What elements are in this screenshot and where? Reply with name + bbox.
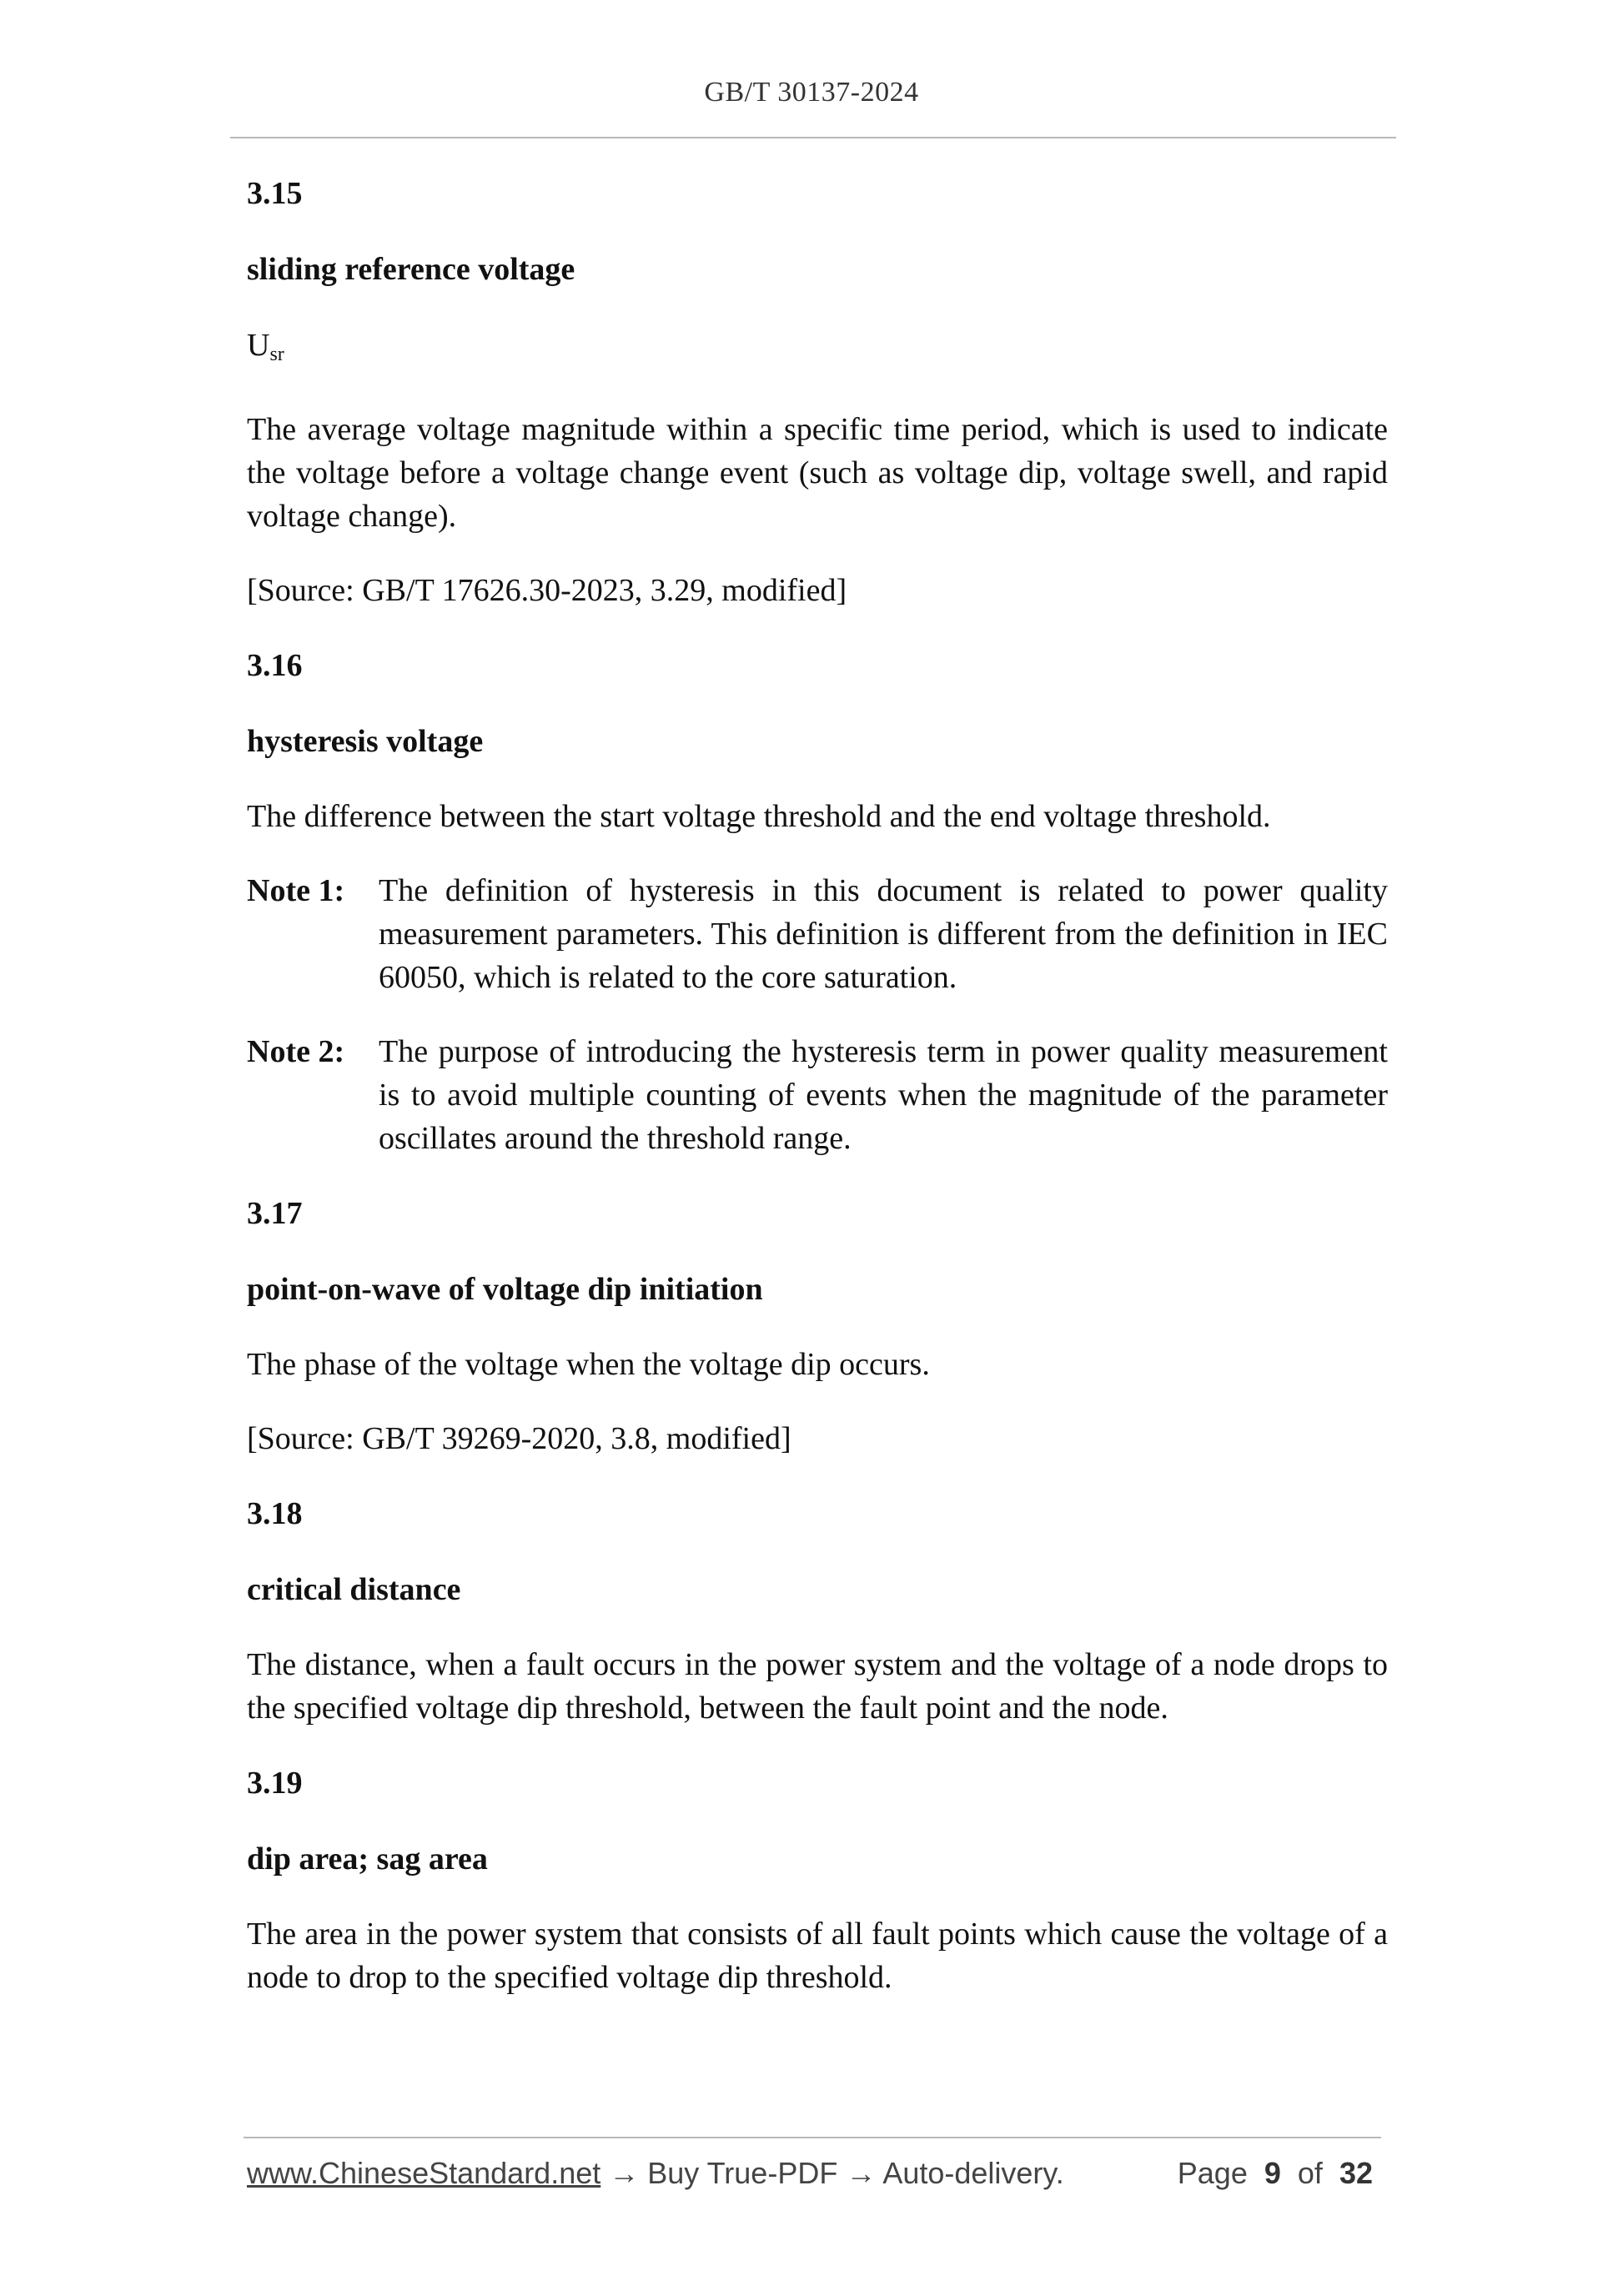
document-header: GB/T 30137-2024: [704, 77, 919, 108]
note-1: [247, 869, 1388, 999]
page-word: Page: [1177, 2156, 1248, 2190]
symbol-subscript: sr: [269, 344, 284, 365]
note-label: Note 2:: [247, 1034, 345, 1069]
term-title: hysteresis voltage: [247, 724, 484, 759]
footer-divider: [244, 2137, 1381, 2138]
term-title: point-on-wave of voltage dip initiation: [247, 1272, 763, 1307]
current-page: 9: [1264, 2156, 1281, 2190]
section-number: 3.15: [247, 176, 303, 211]
header-divider: [230, 137, 1396, 138]
note-text: The purpose of introducing the hysteresis term in power quality measurement is to avoid multiple counting of events when the magnitude of the parameter oscillates around the threshold range.: [379, 1034, 1388, 1156]
page-footer: [247, 2156, 1381, 2198]
term-title: dip area; sag area: [247, 1841, 488, 1876]
term-definition: The phase of the voltage when the voltage dip occurs.: [247, 1347, 930, 1382]
term-definition: The area in the power system that consists of all fault points which cause the voltage of a node to drop to the specified voltage dip threshold.: [247, 1917, 1388, 1995]
term-definition: The difference between the start voltage threshold and the end voltage threshold.: [247, 799, 1271, 834]
term-source: [Source: GB/T 17626.30-2023, 3.29, modified]: [247, 573, 847, 608]
term-source: [Source: GB/T 39269-2020, 3.8, modified]: [247, 1421, 791, 1456]
section-number: 3.18: [247, 1496, 303, 1531]
section-number: 3.16: [247, 648, 303, 683]
term-title: critical distance: [247, 1572, 461, 1607]
section-number: 3.19: [247, 1766, 303, 1801]
term-definition: The distance, when a fault occurs in the power system and the voltage of a node drops to the specified voltage dip threshold, between the fault point and the node.: [247, 1647, 1388, 1726]
note-text: The definition of hysteresis in this document is related to power quality measurement parameters. This definition is different from the definition in IEC 60050, which is related to the core saturation.: [379, 873, 1388, 995]
document-body: [247, 171, 1388, 2030]
of-word: of: [1297, 2156, 1323, 2190]
footer-tagline: → Buy True-PDF → Auto-delivery.: [600, 2156, 1064, 2190]
note-label: Note 1:: [247, 873, 345, 908]
note-2: [247, 1030, 1388, 1160]
term-symbol: [247, 323, 1388, 377]
section-number: 3.17: [247, 1196, 303, 1231]
term-title: sliding reference voltage: [247, 252, 575, 287]
symbol-base: U: [247, 328, 270, 363]
footer-promo: [247, 2156, 1064, 2191]
total-pages: 32: [1339, 2156, 1373, 2190]
page-indicator: [1178, 2156, 1373, 2191]
term-definition: The average voltage magnitude within a specific time period, which is used to indicate the voltage before a voltage change event (such as voltage dip, voltage swell, and rapid voltage change).: [247, 412, 1388, 534]
website-link[interactable]: www.ChineseStandard.net: [247, 2156, 601, 2190]
